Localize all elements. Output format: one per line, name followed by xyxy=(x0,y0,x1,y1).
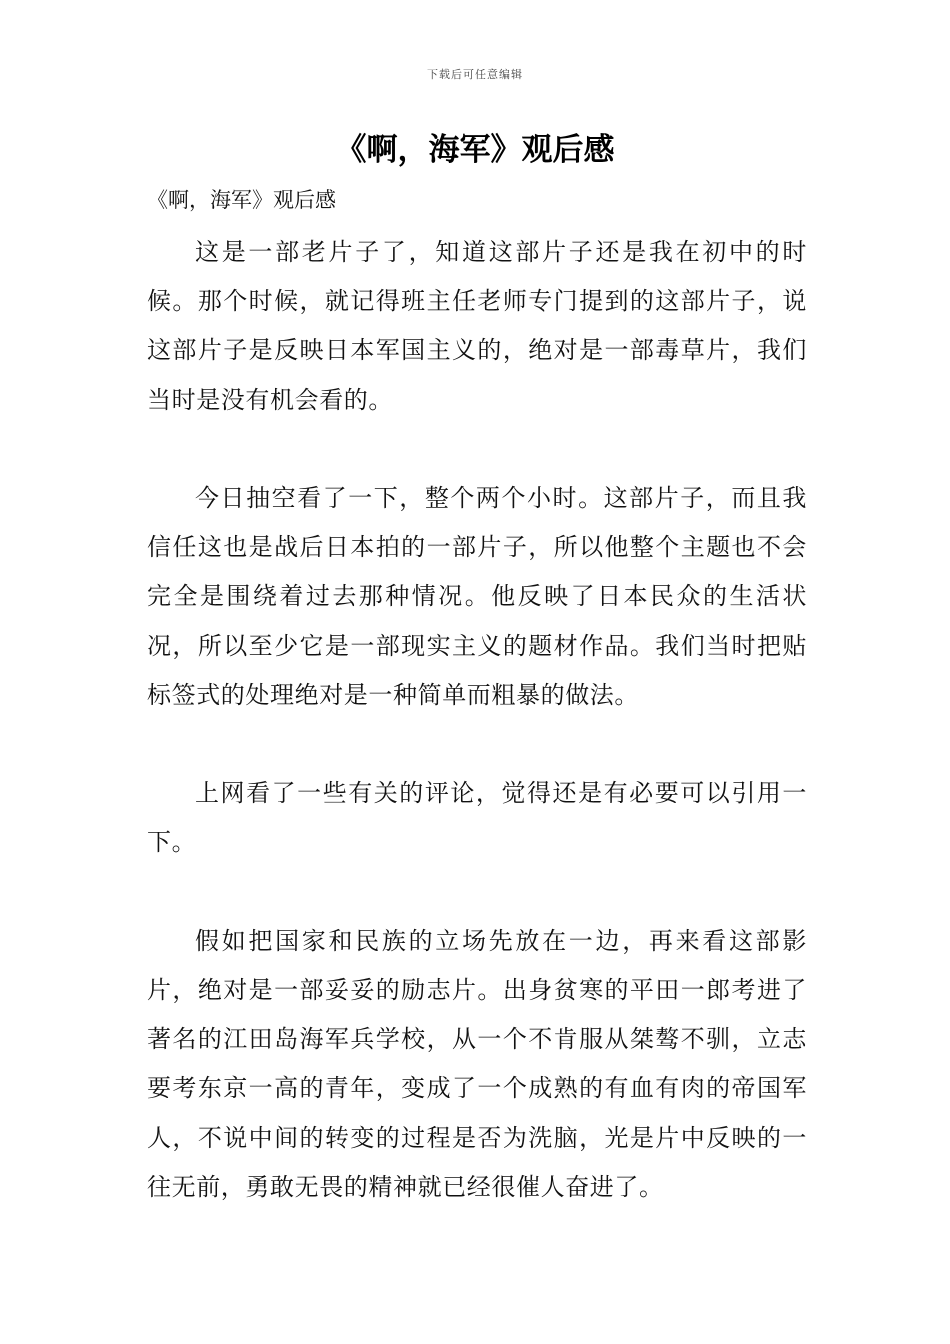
paragraph-1: 这是一部老片子了，知道这部片子还是我在初中的时候。那个时候，就记得班主任老师专门提到的这部片子，说这部片子是反映日本军国主义的，绝对是一部毒草片，我们当时是没有机会看的。 xyxy=(147,238,807,414)
document-title: 《啊，海军》观后感 xyxy=(335,132,615,168)
paragraph-4: 假如把国家和民族的立场先放在一边，再来看这部影片，绝对是一部妥妥的励志片。出身贫寒的平田一郎考进了著名的江田岛海军兵学校，从一个不肯服从桀骜不驯，立志要考东京一高的青年，变成了一个成熟的有血有肉的帝国军人，不说中间的转变的过程是否为洗脑，光是片中反映的一往无前，勇敢无畏的精神就已经很催人奋进了。 xyxy=(147,926,807,1201)
paragraph-gap xyxy=(147,425,807,474)
paragraph-2: 今日抽空看了一下，整个两个小时。这部片子，而且我信任这也是战后日本拍的一部片子，所以他整个主题也不会完全是围绕着过去那种情况。他反映了日本民众的生活状况，所以至少它是一部现实主义的题材作品。我们当时把贴标签式的处理绝对是一种简单而粗暴的做法。 xyxy=(147,484,807,709)
paragraph-gap xyxy=(147,720,807,769)
header-note: 下载后可任意编辑 xyxy=(427,68,523,81)
paragraph-gap xyxy=(147,868,807,917)
document-body xyxy=(147,228,807,1212)
paragraph-3: 上网看了一些有关的评论，觉得还是有必要可以引用一下。 xyxy=(147,779,807,857)
document-subtitle: 《啊，海军》观后感 xyxy=(147,188,336,212)
